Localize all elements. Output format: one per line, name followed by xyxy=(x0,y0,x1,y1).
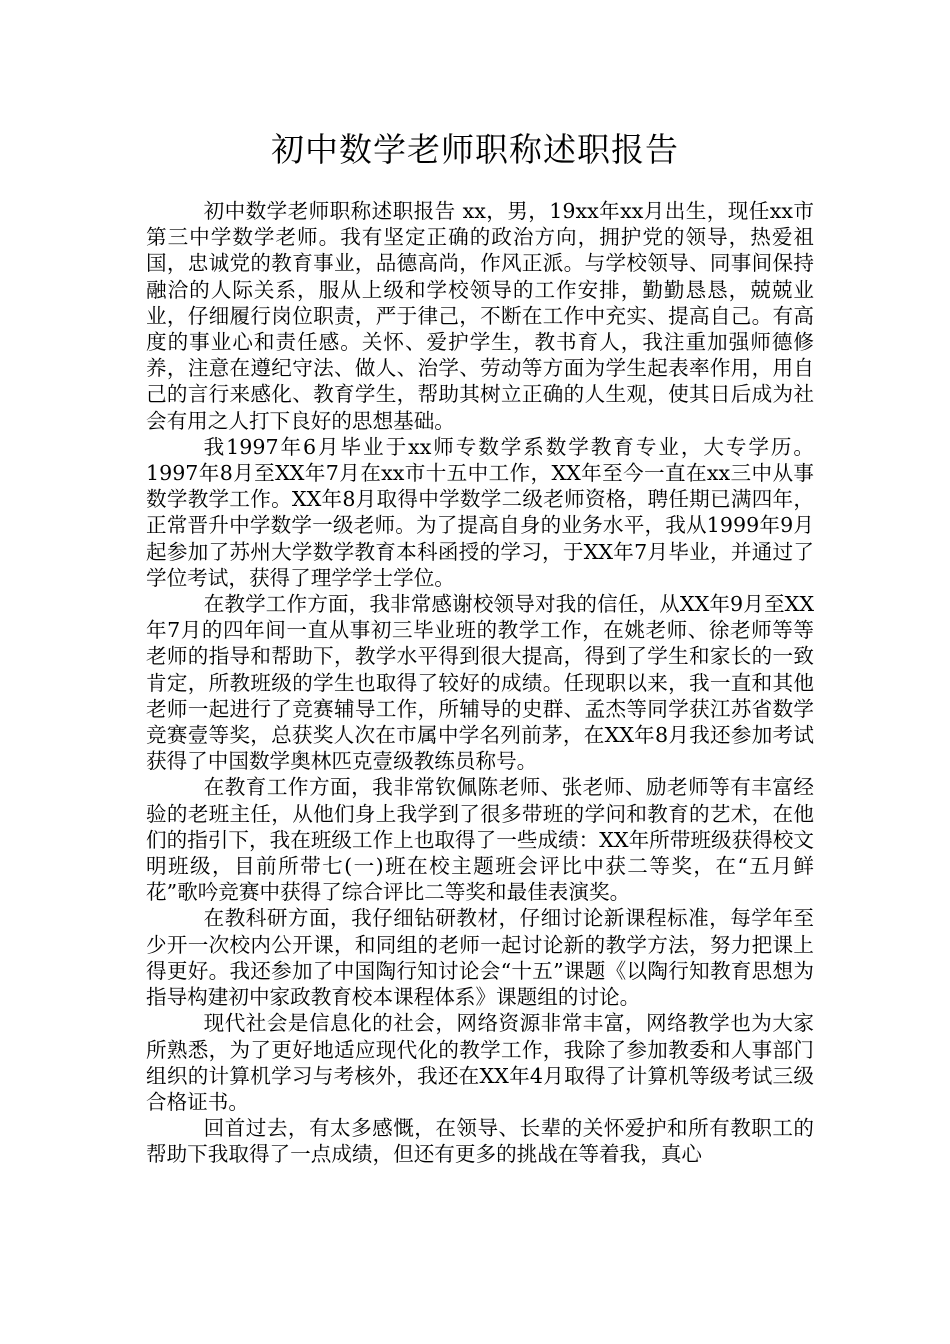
paragraph-reflection: 回首过去，有太多感慨，在领导、长辈的关怀爱护和所有教职工的帮助下我取得了一点成绩，但还有更多的挑战在等着我，真心 xyxy=(146,1116,814,1167)
paragraph-education-work: 在教育工作方面，我非常钦佩陈老师、张老师、励老师等有丰富经验的老班主任，从他们身上我学到了很多带班的学问和教育的艺术，在他们的指引下，我在班级工作上也取得了一些成绩：XX年所带班级获得校文明班级，目前所带七(一)班在校主题班会评比中获二等奖，在“五月鲜花”歌吟竞赛中获得了综合评比二等奖和最佳表演奖。 xyxy=(146,775,814,905)
page-title: 初中数学老师职称述职报告 xyxy=(271,130,679,169)
document-body xyxy=(146,198,814,1168)
paragraph-research-work: 在教科研方面，我仔细钻研教材，仔细讨论新课程标准，每学年至少开一次校内公开课，和同组的老师一起讨论新的教学方法，努力把课上得更好。我还参加了中国陶行知讨论会“十五”课题《以陶行知教育思想为指导构建初中家政教育校本课程体系》课题组的讨论。 xyxy=(146,906,814,1010)
paragraph-teaching-work: 在教学工作方面，我非常感谢校领导对我的信任，从XX年9月至XX年7月的四年间一直从事初三毕业班的教学工作，在姚老师、徐老师等等老师的指导和帮助下，教学水平得到很大提高，得到了学生和家长的一致肯定，所教班级的学生也取得了较好的成绩。任现职以来，我一直和其他老师一起进行了竞赛辅导工作，所辅导的史群、孟杰等同学获江苏省数学竞赛壹等奖，总获奖人次在市属中学名列前茅，在XX年8月我还参加考试获得了中国数学奥林匹克壹级教练员称号。 xyxy=(146,592,814,774)
paragraph-education-history: 我1997年6月毕业于xx师专数学系数学教育专业，大专学历。1997年8月至XX年7月在xx市十五中工作，XX年至今一直在xx三中从事数学教学工作。XX年8月取得中学数学二级老师资格，聘任期已满四年，正常晋升中学数学一级老师。为了提高自身的业务水平，我从1999年9月起参加了苏州大学数学教育本科函授的学习，于XX年7月毕业，并通过了学位考试，获得了理学学士学位。 xyxy=(146,434,814,590)
paragraph-computer-skills: 现代社会是信息化的社会，网络资源非常丰富，网络教学也为大家所熟悉，为了更好地适应现代化的教学工作，我除了参加教委和人事部门组织的计算机学习与考核外，我还在XX年4月取得了计算机等级考试三级合格证书。 xyxy=(146,1011,814,1114)
paragraph-personal-info: 初中数学老师职称述职报告 xx，男，19xx年xx月出生，现任xx市第三中学数学老师。我有坚定正确的政治方向，拥护党的领导，热爱祖国，忠诚党的教育事业，品德高尚，作风正派。与学校领导、同事间保持融洽的人际关系，服从上级和学校领导的工作安排，勤勤恳恳，兢兢业业，仔细履行岗位职责，严于律己，不断在工作中充实、提高自己。有高度的事业心和责任感。关怀、爱护学生，教书育人，我注重加强师德修养，注意在遵纪守法、做人、治学、劳动等方面为学生起表率作用，用自己的言行来感化、教育学生，帮助其树立正确的人生观，使其日后成为社会有用之人打下良好的思想基础。 xyxy=(146,199,814,433)
